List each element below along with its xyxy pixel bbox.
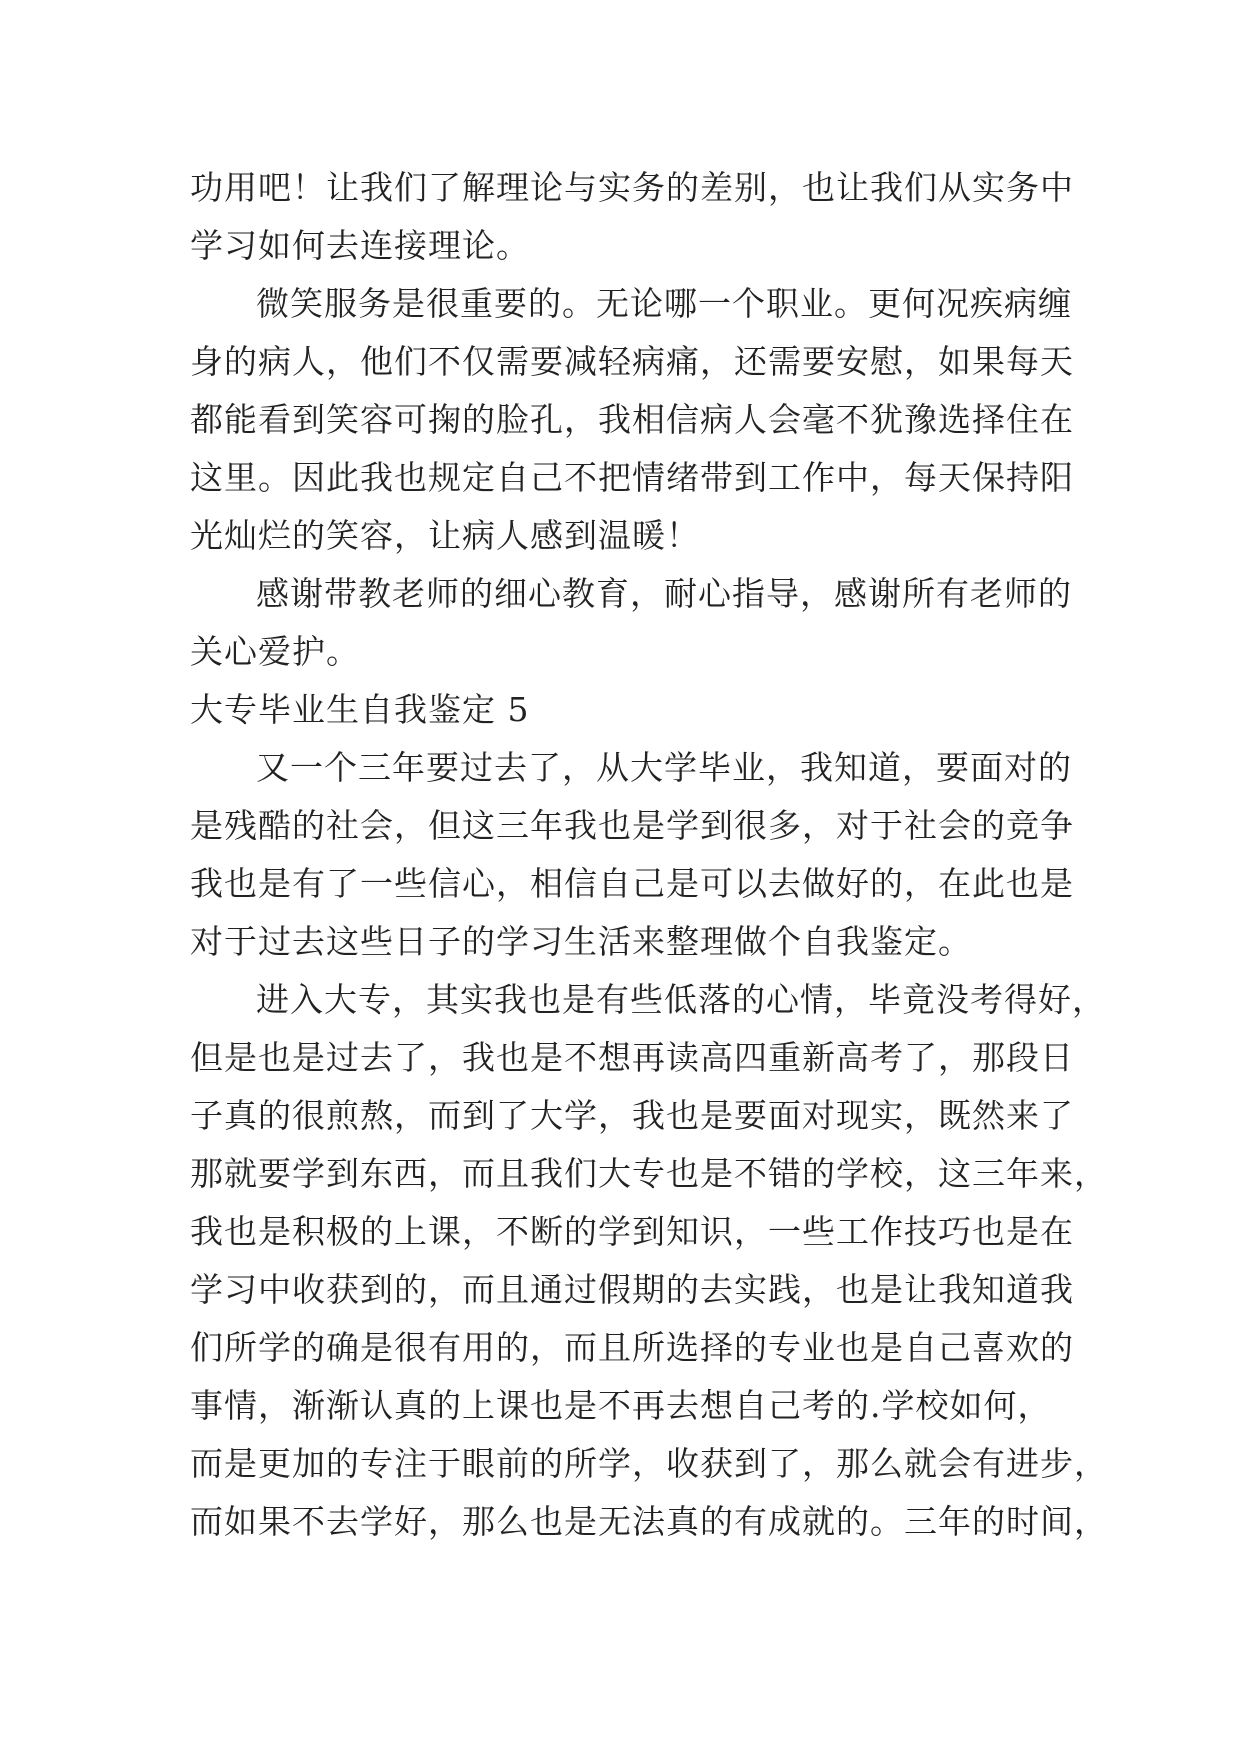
paragraph-line: 功用吧！让我们了解理论与实务的差别，也让我们从实务中 xyxy=(190,168,1074,207)
paragraph-line: 光灿烂的笑容，让病人感到温暖！ xyxy=(190,516,700,555)
paragraph-line: 感谢带教老师的细心教育，耐心指导，感谢所有老师的 xyxy=(256,574,1072,613)
paragraph-line: 都能看到笑容可掬的脸孔，我相信病人会毫不犹豫选择住在 xyxy=(190,400,1074,439)
paragraph-line: 们所学的确是很有用的，而且所选择的专业也是自己喜欢的 xyxy=(190,1328,1074,1367)
paragraph-line: 又一个三年要过去了，从大学毕业，我知道，要面对的 xyxy=(256,748,1072,787)
paragraph-line: 是残酷的社会，但这三年我也是学到很多，对于社会的竞争 xyxy=(190,806,1074,845)
paragraph-line: 对于过去这些日子的学习生活来整理做个自我鉴定。 xyxy=(190,922,972,961)
paragraph-line: 那就要学到东西，而且我们大专也是不错的学校，这三年来， xyxy=(190,1154,1108,1193)
paragraph-line: 而如果不去学好，那么也是无法真的有成就的。三年的时间， xyxy=(190,1502,1108,1541)
paragraph-line: 学习如何去连接理论。 xyxy=(190,226,530,265)
paragraph-line: 事情，渐渐认真的上课也是不再去想自己考的.学校如何， xyxy=(190,1386,1052,1425)
paragraph-line: 关心爱护。 xyxy=(190,632,360,671)
paragraph-line: 学习中收获到的，而且通过假期的去实践，也是让我知道我 xyxy=(190,1270,1074,1309)
paragraph-line: 我也是有了一些信心，相信自己是可以去做好的，在此也是 xyxy=(190,864,1074,903)
paragraph-line: 子真的很煎熬，而到了大学，我也是要面对现实，既然来了 xyxy=(190,1096,1074,1135)
paragraph-line: 进入大专，其实我也是有些低落的心情，毕竟没考得好， xyxy=(256,980,1106,1019)
paragraph-line: 而是更加的专注于眼前的所学，收获到了，那么就会有进步， xyxy=(190,1444,1108,1483)
paragraph-line: 身的病人，他们不仅需要减轻病痛，还需要安慰，如果每天 xyxy=(190,342,1074,381)
paragraph-line: 微笑服务是很重要的。无论哪一个职业。更何况疾病缠 xyxy=(256,284,1072,323)
section-heading: 大专毕业生自我鉴定 5 xyxy=(190,690,530,729)
paragraph-line: 我也是积极的上课，不断的学到知识，一些工作技巧也是在 xyxy=(190,1212,1074,1251)
paragraph-line: 这里。因此我也规定自己不把情绪带到工作中，每天保持阳 xyxy=(190,458,1074,497)
paragraph-line: 但是也是过去了，我也是不想再读高四重新高考了，那段日 xyxy=(190,1038,1074,1077)
